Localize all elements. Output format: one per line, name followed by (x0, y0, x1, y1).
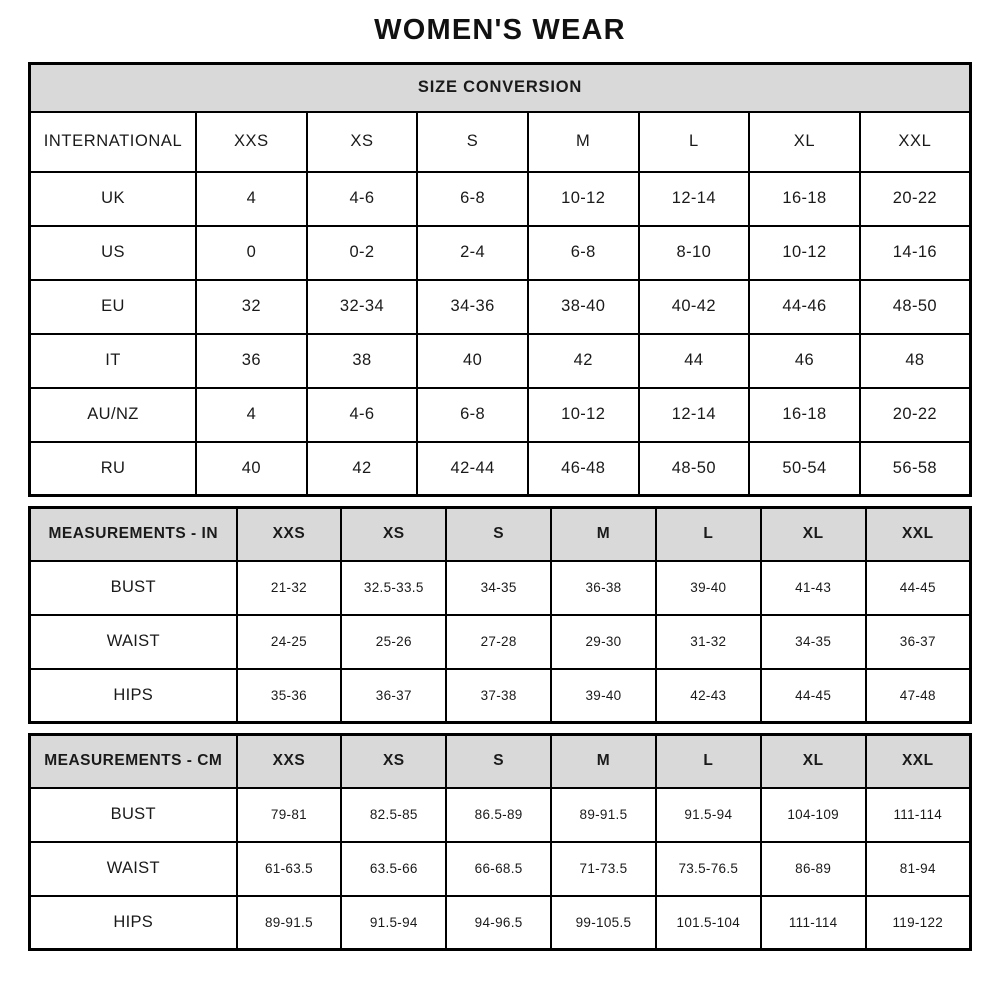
value-cell: 73.5-76.5 (656, 842, 761, 896)
value-cell: 94-96.5 (446, 896, 551, 950)
column-header-row (30, 735, 971, 788)
value-cell: 81-94 (866, 842, 971, 896)
table-row (30, 788, 971, 842)
table-banner-label: SIZE CONVERSION (30, 64, 971, 112)
row-label: WAIST (30, 615, 237, 669)
row-label: UK (30, 172, 197, 226)
value-cell: 27-28 (446, 615, 551, 669)
value-cell: 42 (307, 442, 418, 496)
row-label: BUST (30, 788, 237, 842)
value-cell: 99-105.5 (551, 896, 656, 950)
size-column-header: XXL (860, 112, 971, 172)
value-cell: 44-46 (749, 280, 860, 334)
value-cell: 111-114 (866, 788, 971, 842)
value-cell: 37-38 (446, 669, 551, 723)
value-cell: 40 (196, 442, 307, 496)
table-banner-row (30, 64, 971, 112)
size-column-header: XXL (866, 508, 971, 561)
value-cell: 79-81 (237, 788, 342, 842)
value-cell: 10-12 (749, 226, 860, 280)
value-cell: 31-32 (656, 615, 761, 669)
value-cell: 12-14 (639, 388, 750, 442)
size-column-header: M (528, 112, 639, 172)
value-cell: 10-12 (528, 388, 639, 442)
row-label: HIPS (30, 896, 237, 950)
table-row (30, 615, 971, 669)
row-label: US (30, 226, 197, 280)
value-cell: 111-114 (761, 896, 866, 950)
row-label: EU (30, 280, 197, 334)
value-cell: 4 (196, 172, 307, 226)
value-cell: 32-34 (307, 280, 418, 334)
size-column-header: XXS (237, 735, 342, 788)
value-cell: 63.5-66 (341, 842, 446, 896)
column-header-row (30, 112, 971, 172)
value-cell: 34-35 (446, 561, 551, 615)
value-cell: 4 (196, 388, 307, 442)
table-row (30, 842, 971, 896)
label-column-header: MEASUREMENTS - IN (30, 508, 237, 561)
value-cell: 44-45 (761, 669, 866, 723)
table-row (30, 172, 971, 226)
size-column-header: XXS (237, 508, 342, 561)
value-cell: 82.5-85 (341, 788, 446, 842)
value-cell: 24-25 (237, 615, 342, 669)
value-cell: 0 (196, 226, 307, 280)
row-label: BUST (30, 561, 237, 615)
value-cell: 21-32 (237, 561, 342, 615)
size-chart-page (28, 0, 972, 951)
value-cell: 38-40 (528, 280, 639, 334)
value-cell: 6-8 (528, 226, 639, 280)
value-cell: 8-10 (639, 226, 750, 280)
value-cell: 48 (860, 334, 971, 388)
label-column-header: INTERNATIONAL (30, 112, 197, 172)
value-cell: 6-8 (417, 172, 528, 226)
value-cell: 10-12 (528, 172, 639, 226)
value-cell: 6-8 (417, 388, 528, 442)
row-label: IT (30, 334, 197, 388)
value-cell: 46 (749, 334, 860, 388)
row-label: WAIST (30, 842, 237, 896)
size-column-header: XL (761, 735, 866, 788)
measurements-cm-table (28, 733, 972, 951)
label-column-header: MEASUREMENTS - CM (30, 735, 237, 788)
value-cell: 61-63.5 (237, 842, 342, 896)
row-label: HIPS (30, 669, 237, 723)
row-label: RU (30, 442, 197, 496)
value-cell: 41-43 (761, 561, 866, 615)
value-cell: 91.5-94 (656, 788, 761, 842)
value-cell: 50-54 (749, 442, 860, 496)
table-row (30, 442, 971, 496)
value-cell: 35-36 (237, 669, 342, 723)
value-cell: 119-122 (866, 896, 971, 950)
value-cell: 16-18 (749, 388, 860, 442)
table-row (30, 280, 971, 334)
column-header-row (30, 508, 971, 561)
value-cell: 25-26 (341, 615, 446, 669)
size-conversion-table (28, 62, 972, 497)
value-cell: 48-50 (639, 442, 750, 496)
size-column-header: S (417, 112, 528, 172)
value-cell: 42 (528, 334, 639, 388)
value-cell: 104-109 (761, 788, 866, 842)
value-cell: 39-40 (551, 669, 656, 723)
value-cell: 29-30 (551, 615, 656, 669)
size-column-header: XL (761, 508, 866, 561)
size-column-header: L (639, 112, 750, 172)
table-row (30, 388, 971, 442)
value-cell: 36-38 (551, 561, 656, 615)
size-column-header: XL (749, 112, 860, 172)
value-cell: 91.5-94 (341, 896, 446, 950)
size-column-header: L (656, 735, 761, 788)
value-cell: 36-37 (866, 615, 971, 669)
value-cell: 89-91.5 (551, 788, 656, 842)
value-cell: 39-40 (656, 561, 761, 615)
size-column-header: M (551, 508, 656, 561)
size-column-header: XXS (196, 112, 307, 172)
value-cell: 14-16 (860, 226, 971, 280)
table-row (30, 334, 971, 388)
value-cell: 4-6 (307, 388, 418, 442)
value-cell: 71-73.5 (551, 842, 656, 896)
value-cell: 20-22 (860, 388, 971, 442)
size-column-header: XS (341, 508, 446, 561)
size-column-header: S (446, 735, 551, 788)
value-cell: 0-2 (307, 226, 418, 280)
measurements-in-table (28, 506, 972, 724)
value-cell: 12-14 (639, 172, 750, 226)
value-cell: 32.5-33.5 (341, 561, 446, 615)
value-cell: 38 (307, 334, 418, 388)
table-row (30, 561, 971, 615)
value-cell: 20-22 (860, 172, 971, 226)
size-column-header: XS (341, 735, 446, 788)
value-cell: 40-42 (639, 280, 750, 334)
size-column-header: M (551, 735, 656, 788)
value-cell: 89-91.5 (237, 896, 342, 950)
value-cell: 47-48 (866, 669, 971, 723)
value-cell: 34-36 (417, 280, 528, 334)
table-row (30, 669, 971, 723)
value-cell: 101.5-104 (656, 896, 761, 950)
table-row (30, 226, 971, 280)
row-label: AU/NZ (30, 388, 197, 442)
value-cell: 4-6 (307, 172, 418, 226)
value-cell: 66-68.5 (446, 842, 551, 896)
table-row (30, 896, 971, 950)
value-cell: 56-58 (860, 442, 971, 496)
value-cell: 16-18 (749, 172, 860, 226)
value-cell: 86.5-89 (446, 788, 551, 842)
value-cell: 42-43 (656, 669, 761, 723)
value-cell: 44-45 (866, 561, 971, 615)
size-column-header: S (446, 508, 551, 561)
size-column-header: XS (307, 112, 418, 172)
value-cell: 48-50 (860, 280, 971, 334)
value-cell: 36 (196, 334, 307, 388)
size-column-header: XXL (866, 735, 971, 788)
value-cell: 32 (196, 280, 307, 334)
value-cell: 86-89 (761, 842, 866, 896)
value-cell: 40 (417, 334, 528, 388)
value-cell: 2-4 (417, 226, 528, 280)
value-cell: 34-35 (761, 615, 866, 669)
value-cell: 44 (639, 334, 750, 388)
value-cell: 42-44 (417, 442, 528, 496)
value-cell: 36-37 (341, 669, 446, 723)
size-column-header: L (656, 508, 761, 561)
value-cell: 46-48 (528, 442, 639, 496)
page-title: WOMEN'S WEAR (374, 14, 626, 46)
